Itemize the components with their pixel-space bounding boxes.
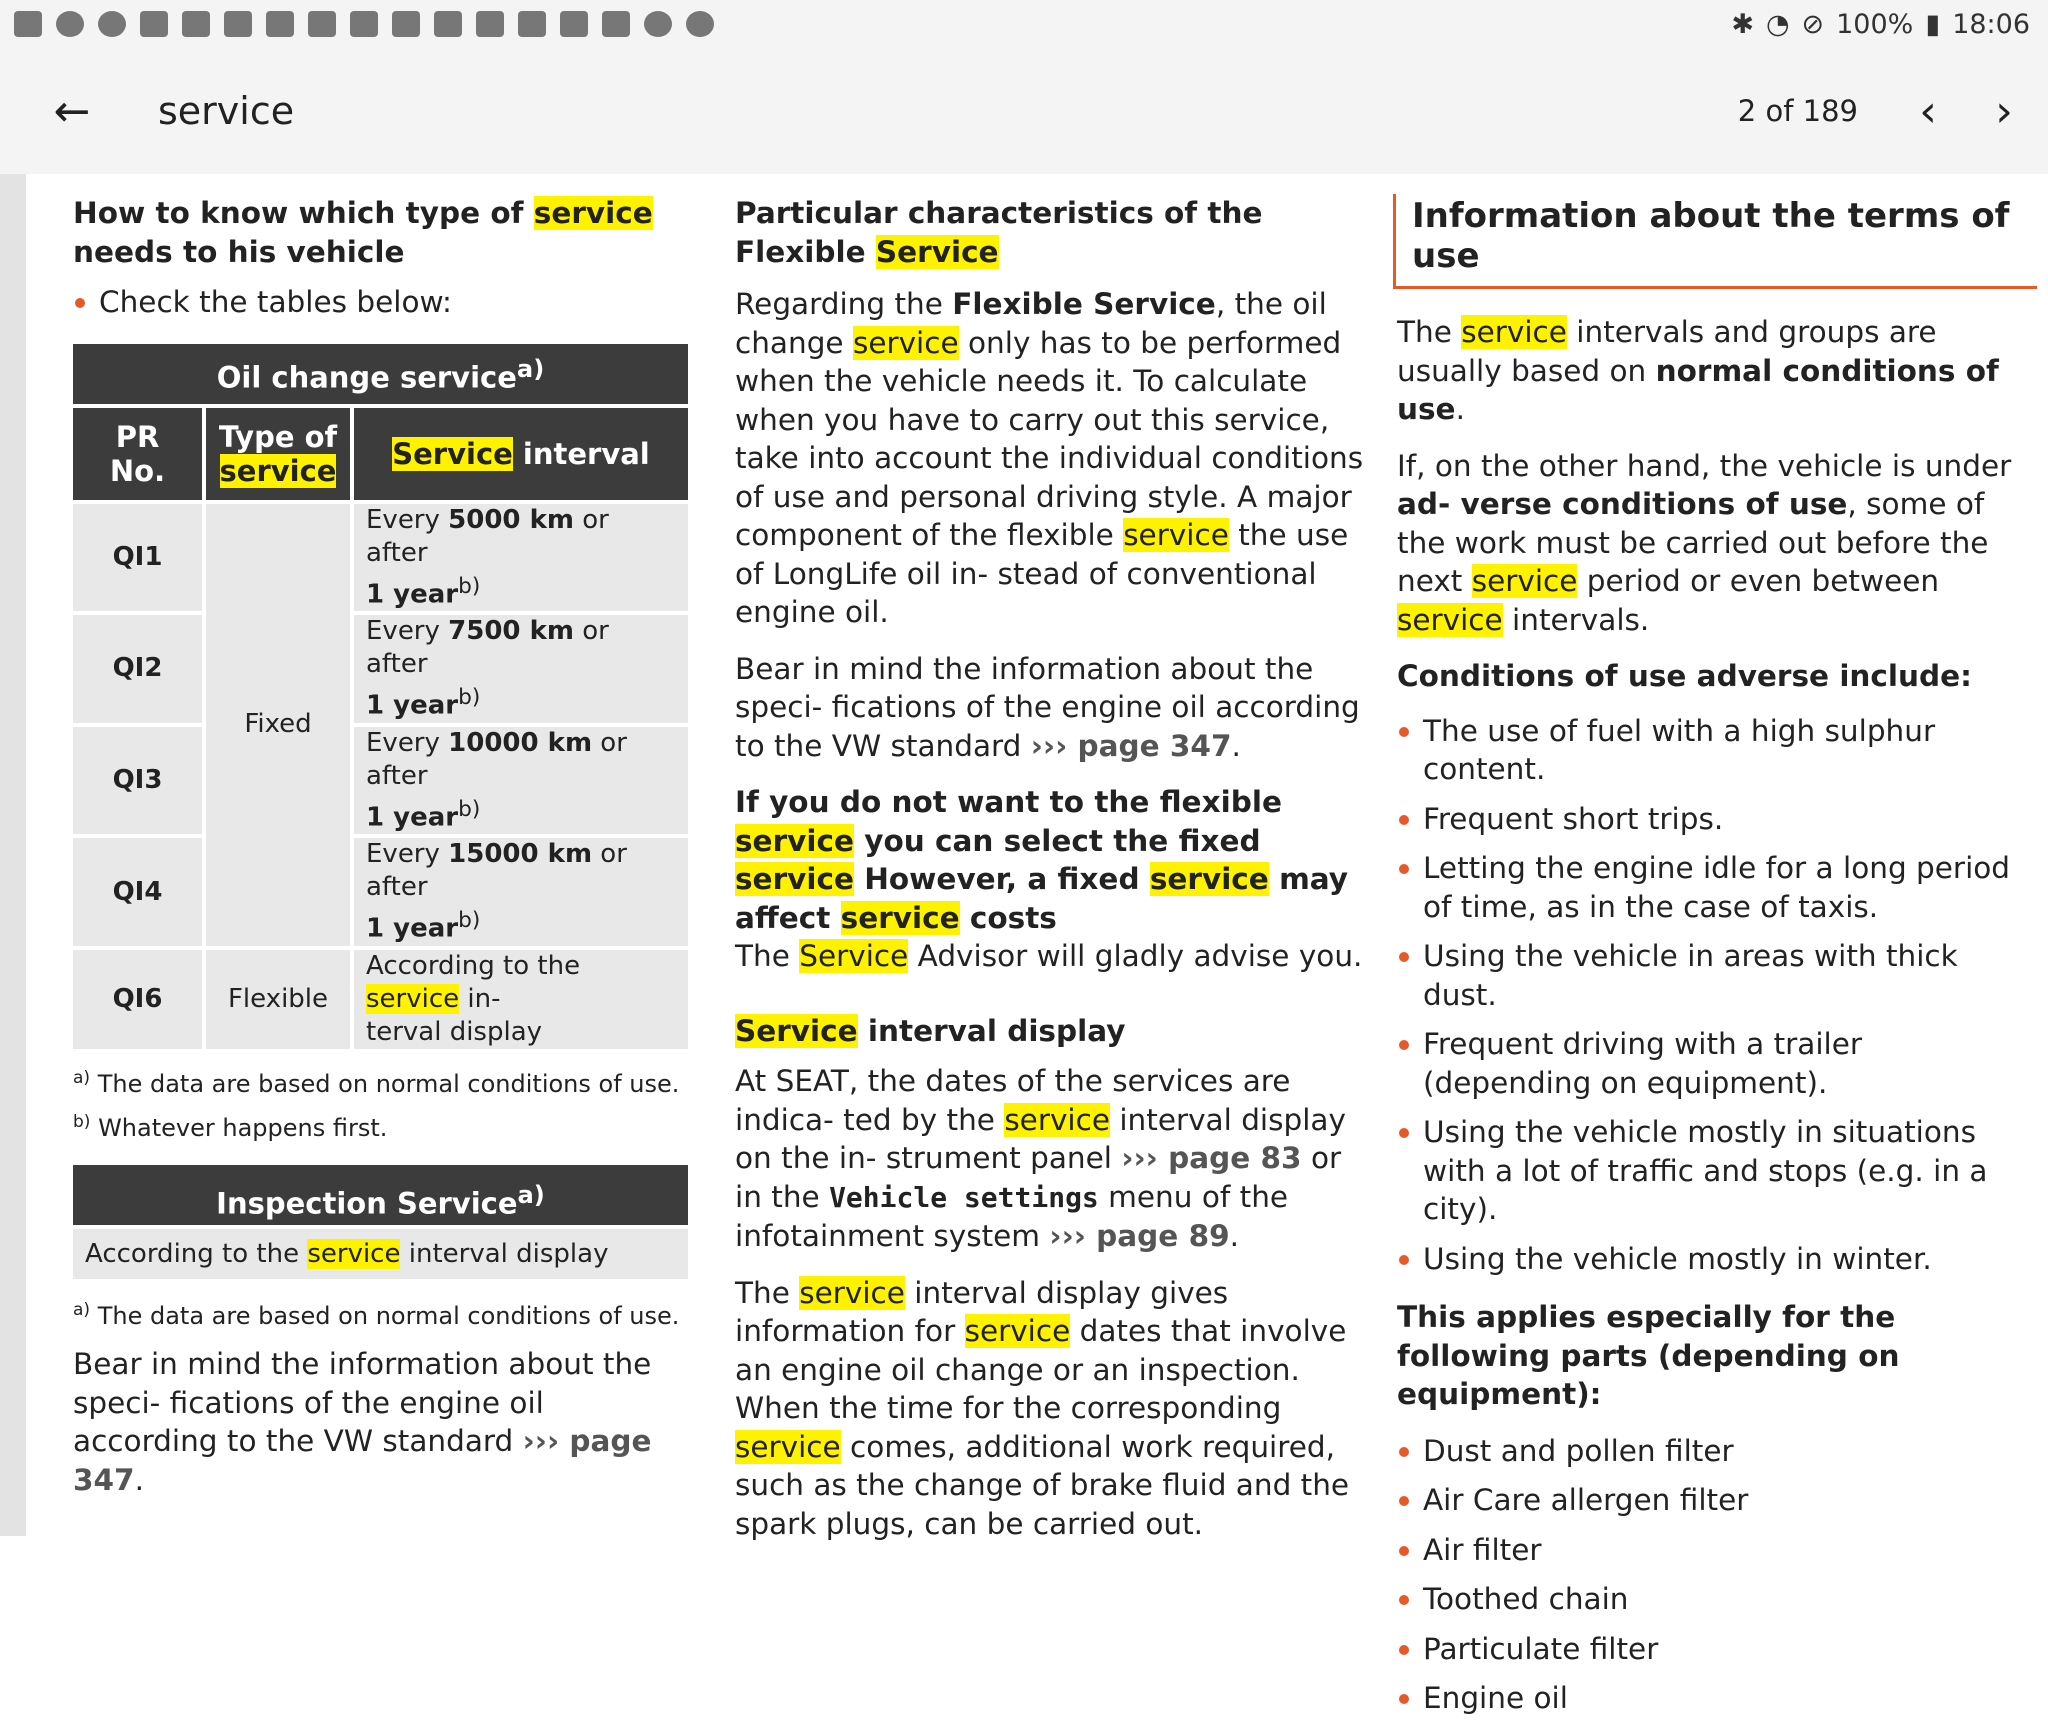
table-row: QI1 Fixed Every 5000 km or after 1 year$^{b)}$	[73, 504, 688, 612]
table-row: QI2 Every 7500 km or after 1 year$^{b)}$	[73, 615, 688, 723]
list-item: Letting the engine idle for a long period of time, as in the case of taxis.	[1397, 849, 2037, 926]
sun-icon	[686, 11, 714, 37]
bluetooth-icon: ✱	[1731, 8, 1754, 40]
section-heading: How to know which type of service needs to his vehicle	[73, 196, 653, 269]
weather-icon	[56, 11, 84, 37]
previous-result-button[interactable]	[1898, 81, 1958, 141]
clock: 18:06	[1952, 8, 2030, 40]
sync-icon	[644, 11, 672, 37]
page-reference-link[interactable]: ››› page 89	[1049, 1219, 1230, 1253]
oil-change-table	[69, 340, 692, 1054]
conditions-list	[1397, 712, 2037, 1279]
list-item: Dust and pollen filter	[1397, 1432, 2037, 1471]
column-middle	[735, 194, 1375, 1561]
wifi-icon: ◔	[1765, 8, 1790, 40]
chevron-left-icon: ‹	[1919, 85, 1937, 137]
page-reference-link[interactable]: ››› page 347	[1030, 728, 1232, 763]
list-item: Using the vehicle mostly in winter.	[1397, 1240, 2037, 1279]
washington-post-icon	[308, 11, 336, 37]
paragraph: At SEAT, the dates of the services are indica- ted by the service interval display on the in- strument panel ››› page 83 or in the Vehicle settings menu of the infotainment system ››› page 89.	[735, 1064, 1346, 1253]
list-item: Frequent short trips.	[1397, 800, 2037, 839]
parts-list	[1397, 1432, 2037, 1718]
column-left	[73, 194, 688, 1517]
table-title: Oil change service$^{a)}$	[73, 344, 688, 404]
flipboard-icon	[266, 11, 294, 37]
paragraph: Bear in mind the information about the speci- fications of the engine oil according to the VW standard ››› page 347.	[73, 1347, 652, 1497]
paragraph: Bear in mind the information about the speci- fications of the engine oil according to the VW standard ››› page 347.	[735, 651, 1360, 763]
status-bar	[0, 0, 2048, 48]
cloud-icon	[98, 11, 126, 37]
search-app-bar	[0, 48, 2048, 174]
column-header: PR No.	[73, 408, 202, 500]
footnote: $^{a)}$ The data are based on normal conditions of use.	[73, 1300, 680, 1331]
youtube-icon	[518, 11, 546, 37]
page-gutter	[0, 174, 26, 1536]
list-item: Check the tables below:	[73, 283, 688, 322]
page-counter: 2 of 189	[1737, 94, 1858, 128]
column-right	[1397, 194, 2037, 1729]
document-page[interactable]	[26, 174, 2048, 1715]
list-item: Frequent driving with a trailer (depending on equipment).	[1397, 1025, 2037, 1102]
youtube-icon	[350, 11, 378, 37]
battery-icon: ▮	[1925, 8, 1941, 40]
chevron-right-icon: ›	[1995, 85, 2013, 137]
list-item: The use of fuel with a high sulphur content.	[1397, 712, 2037, 789]
do-not-disturb-icon: ⊘	[1801, 8, 1825, 40]
footnote: $^{a)}$ The data are based on normal conditions of use.	[73, 1068, 680, 1099]
mail-icon	[14, 11, 42, 37]
battery-percent: 100%	[1836, 8, 1914, 40]
next-result-button[interactable]	[1974, 81, 2034, 141]
parts-heading: This applies especially for the following parts (depending on equipment):	[1397, 1300, 1900, 1411]
paragraph: The service interval display gives information for service dates that involve an engine oil change or an inspection. When the time for the corresponding service comes, additional work required, such as the change of brake fluid and the spark plugs, can be carried out.	[735, 1275, 1350, 1541]
paragraph: If you do not want to the flexible service you can select the fixed service However, a fixed service may affect service costs The Service Advisor will gladly advise you.	[735, 785, 1363, 973]
list-item: Using the vehicle mostly in situations with a lot of traffic and stops (e.g. in a city).	[1397, 1113, 2037, 1229]
youtube-icon	[476, 11, 504, 37]
column-header: Type of service	[206, 408, 350, 500]
list-item: Air Care allergen filter	[1397, 1481, 2037, 1520]
folder-icon	[140, 11, 168, 37]
paragraph: Regarding the Flexible Service, the oil change service only has to be performed when the vehicle needs it. To calculate when you have to carry out this service, take into account the individual conditions of use and personal driving style. A major component of the flexible service the use of LongLife oil in- stead of conventional engine oil.	[735, 287, 1364, 629]
list-item: Particulate filter	[1397, 1630, 2037, 1669]
section-heading: Service interval display	[735, 1013, 1126, 1048]
youtube-icon	[434, 11, 462, 37]
type-fixed-cell: Fixed	[206, 504, 350, 947]
list-item: Toothed chain	[1397, 1580, 2037, 1619]
table-row: QI6 Flexible According to the service in- terval display	[73, 950, 688, 1049]
alert-icon	[602, 11, 630, 37]
system-status	[1731, 9, 2048, 40]
arrow-left-icon: ←	[53, 85, 91, 137]
inspection-table-title: Inspection Service$^{a)}$	[73, 1165, 688, 1225]
section-heading: Particular characteristics of the Flexible Service	[735, 196, 1263, 269]
back-button[interactable]	[32, 71, 112, 151]
list-item: Using the vehicle in areas with thick dust.	[1397, 937, 2037, 1014]
notification-icons	[0, 11, 714, 37]
footnote: $^{b)}$ Whatever happens first.	[73, 1112, 388, 1143]
conditions-heading: Conditions of use adverse include:	[1397, 659, 1972, 693]
list-item: Air filter	[1397, 1531, 2037, 1570]
paragraph: The service intervals and groups are usually based on normal conditions of use.	[1397, 315, 1999, 426]
image-icon	[182, 11, 210, 37]
page-reference-link[interactable]: ››› page 347	[73, 1424, 652, 1497]
paragraph: If, on the other hand, the vehicle is under ad- verse conditions of use, some of the work must be carried out before the next service period or even between service intervals.	[1397, 448, 2012, 637]
list-item: Engine oil	[1397, 1679, 2037, 1718]
inspection-table-row: According to the service interval display	[73, 1229, 688, 1279]
youtube-icon	[392, 11, 420, 37]
table-row: QI4 Every 15000 km or after 1 year$^{b)}$	[73, 838, 688, 946]
column-header: Service interval	[354, 408, 688, 500]
page-reference-link[interactable]: ››› page 83	[1121, 1141, 1302, 1175]
info-box-title: Information about the terms of use	[1393, 194, 2037, 289]
search-query[interactable]: service	[158, 89, 295, 133]
b-app-icon	[560, 11, 588, 37]
table-row: QI3 Every 10000 km or after 1 year$^{b)}$	[73, 727, 688, 835]
app-icon	[224, 11, 252, 37]
